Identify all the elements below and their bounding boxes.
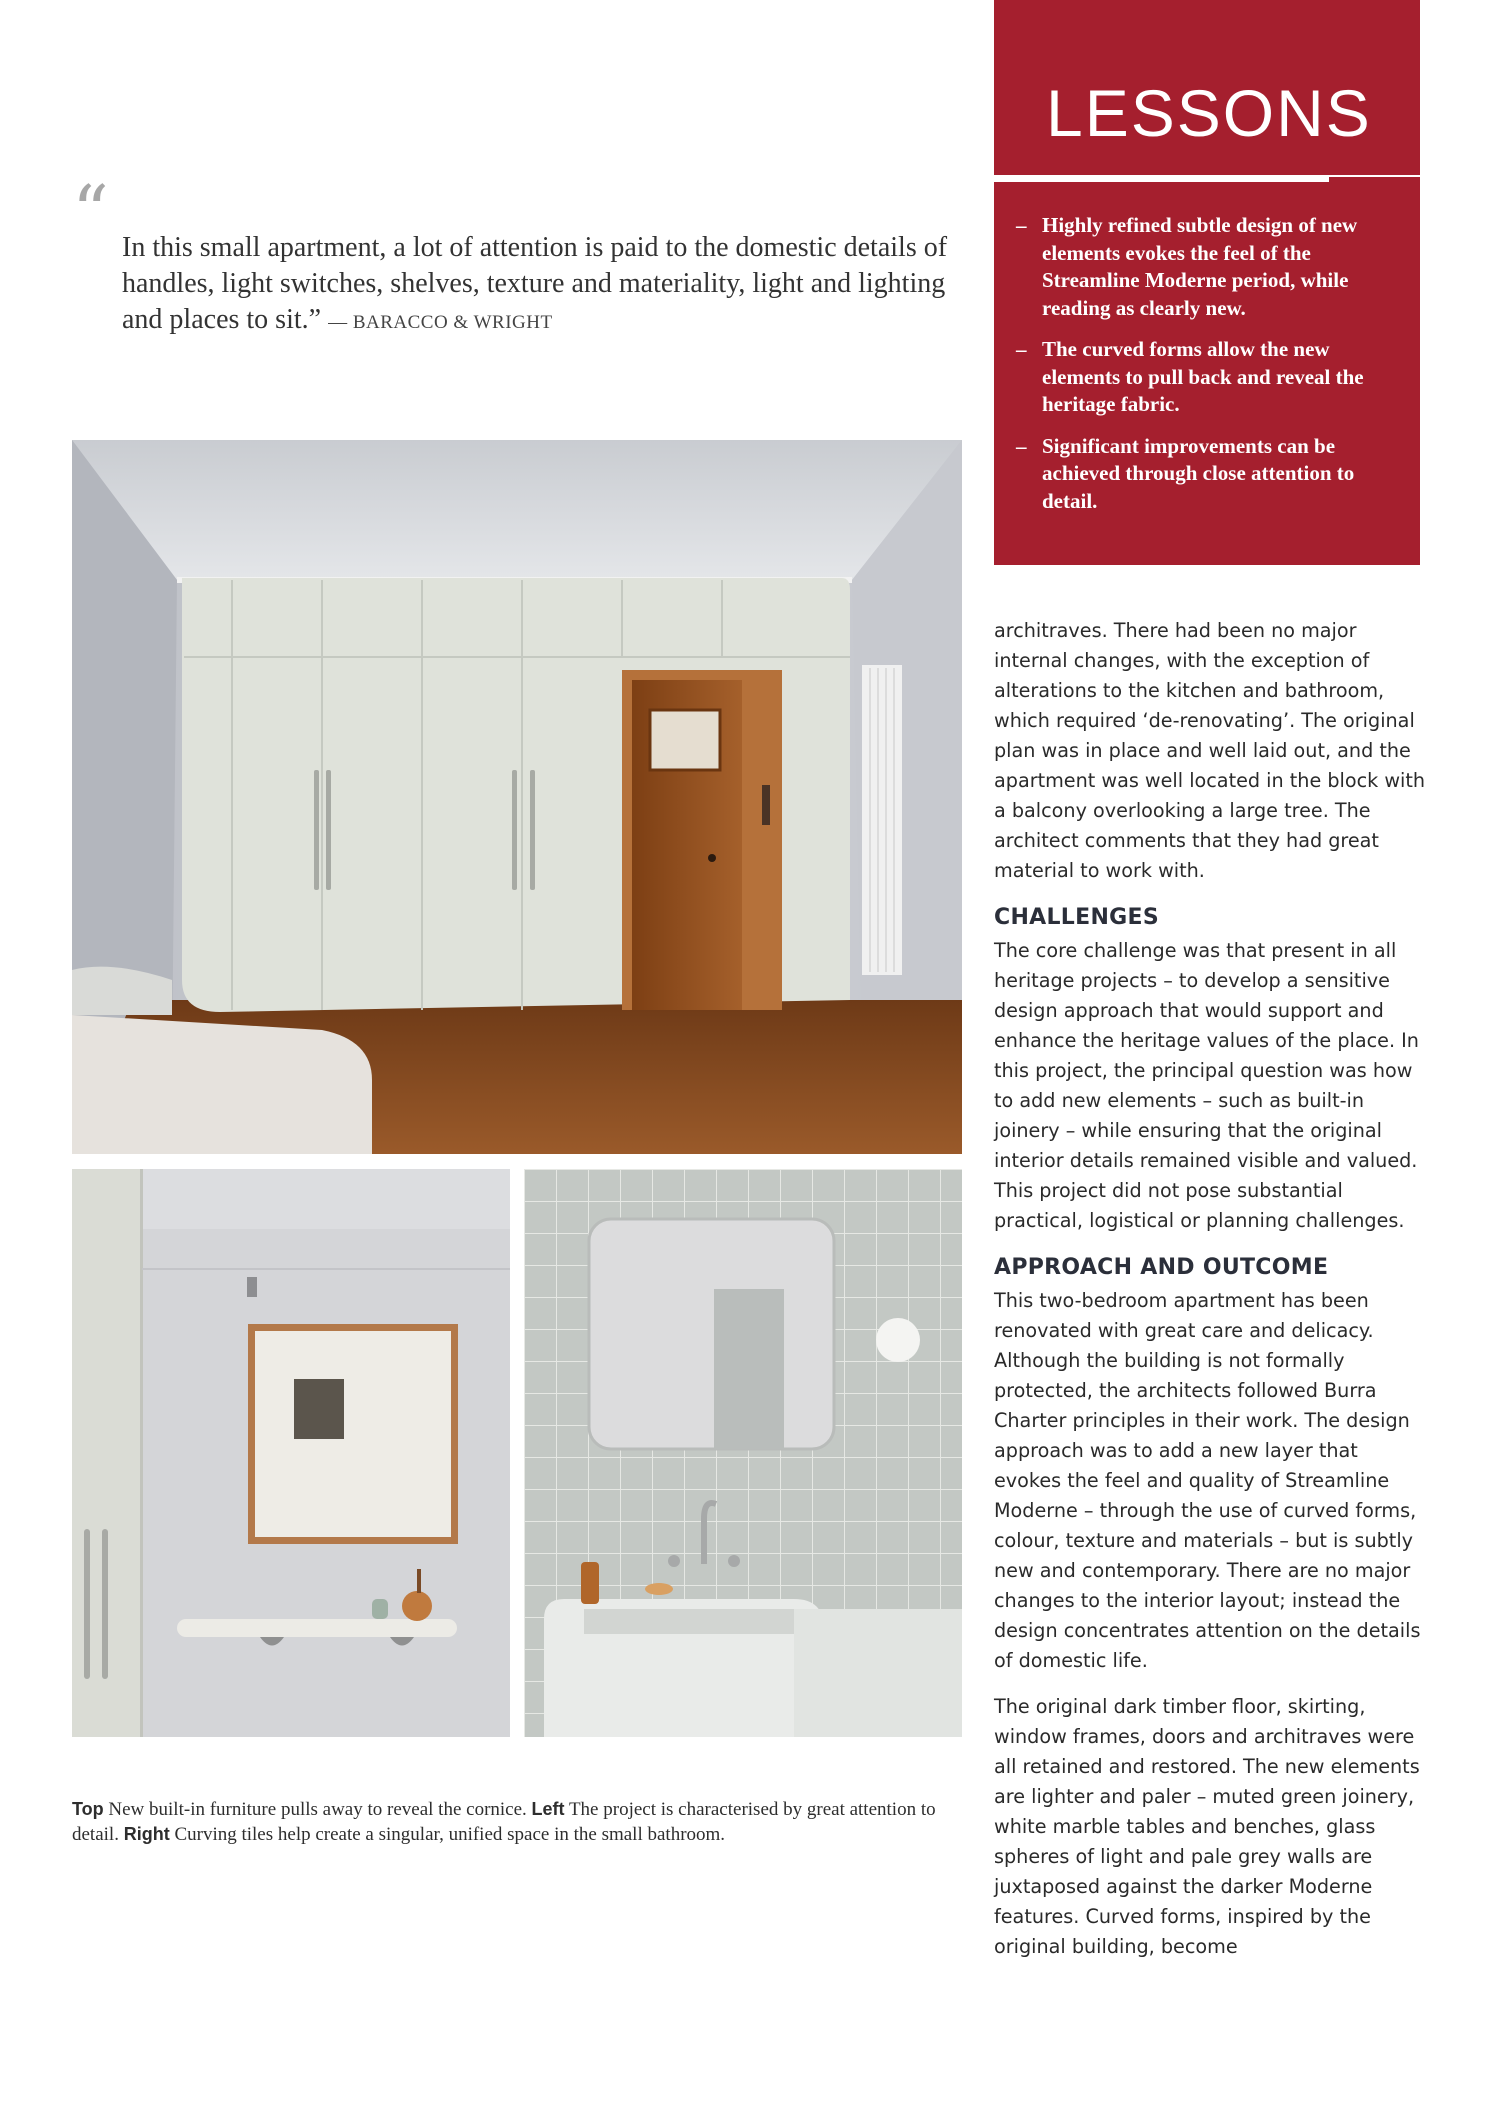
lessons-box	[994, 0, 1420, 565]
approach-heading: APPROACH AND OUTCOME	[994, 1255, 1329, 1280]
caption-top-text: New built-in furniture pulls away to reveal the cornice.	[103, 1799, 532, 1820]
lessons-bullet: –	[1016, 337, 1027, 361]
caption-right-text: Curving tiles help create a singular, unified space in the small bathroom.	[169, 1824, 726, 1845]
pull-quote	[122, 230, 952, 341]
lessons-bullet: –	[1016, 433, 1027, 458]
caption-top-label: Top	[72, 1799, 104, 1819]
lessons-bullet: –	[1016, 213, 1027, 237]
body-intro: architraves. There had been no major internal changes, with the exception of alterations to the kitchen and bathroom, which required ‘de-renovating’. The original plan was in place and well laid out, and the apartment was well located in the block with a balcony overlooking a large tree. The architect comments that they had great material to work with.	[994, 619, 1426, 882]
lessons-item-text: Highly refined subtle design of new elements evokes the feel of the Streamline Moderne period, while reading as clearly new.	[1042, 213, 1358, 320]
lessons-item	[1016, 336, 1396, 419]
lessons-rule	[994, 175, 1329, 182]
lessons-list	[1016, 212, 1396, 529]
caption-left-text: The project is characterised by great attention to detail.	[72, 1799, 936, 1845]
lessons-item	[1016, 212, 1396, 322]
lessons-item-text: The curved forms allow the new elements to pull back and reveal the heritage fabric.	[1042, 337, 1364, 416]
photo-artwork-shelf	[72, 1169, 510, 1737]
photo-caption	[72, 1797, 962, 1847]
quote-attribution: — BARACCO & WRIGHT	[328, 312, 553, 333]
lessons-title: LESSONS	[1046, 76, 1372, 150]
caption-right-label: Right	[123, 1824, 170, 1844]
challenges-text: The core challenge was that present in all heritage projects – to develop a sensitive design approach that would support and enhance the heritage values of the place. In this project, the principal question was how to add new elements – such as built-in joinery – while ensuring that the original interior details remained visible and valued. This project did not pose substantial practical, logistical or planning challenges.	[994, 939, 1419, 1232]
approach-text-1: This two-bedroom apartment has been renovated with great care and delicacy. Although the building is not formally protected, the architects followed Burra Charter principles in their work. The design approach was to add a new layer that evokes the feel and quality of Streamline Moderne – through the use of curved forms, colour, texture and materials – but is subtly new and contemporary. There are no major changes to the interior layout; instead the design concentrates attention on the details of domestic life.	[994, 1289, 1421, 1672]
quote-text: In this small apartment, a lot of attention is paid to the domestic details of handles, light switches, shelves, texture and materiality, light and lighting and places to sit.”	[122, 232, 948, 335]
challenges-heading: CHALLENGES	[994, 905, 1159, 930]
photo-bathroom-tiles	[524, 1169, 962, 1737]
body-column	[994, 616, 1426, 1978]
quote-mark: “	[72, 170, 109, 254]
photo-bedroom-wardrobe	[72, 440, 962, 1154]
lessons-rule-thin	[1329, 175, 1420, 177]
lessons-item	[1016, 433, 1396, 516]
approach-text-2: The original dark timber floor, skirting, window frames, doors and architraves were all retained and restored. The new elements are lighter and paler – muted green joinery, white marble tables and benches, glass spheres of light and pale grey walls are juxtaposed against the darker Moderne features. Curved forms, inspired by the original building, become	[994, 1695, 1420, 1958]
lessons-item-text: Significant improvements can be achieved through close attention to detail.	[1042, 433, 1355, 513]
caption-left-label: Left	[531, 1799, 565, 1819]
